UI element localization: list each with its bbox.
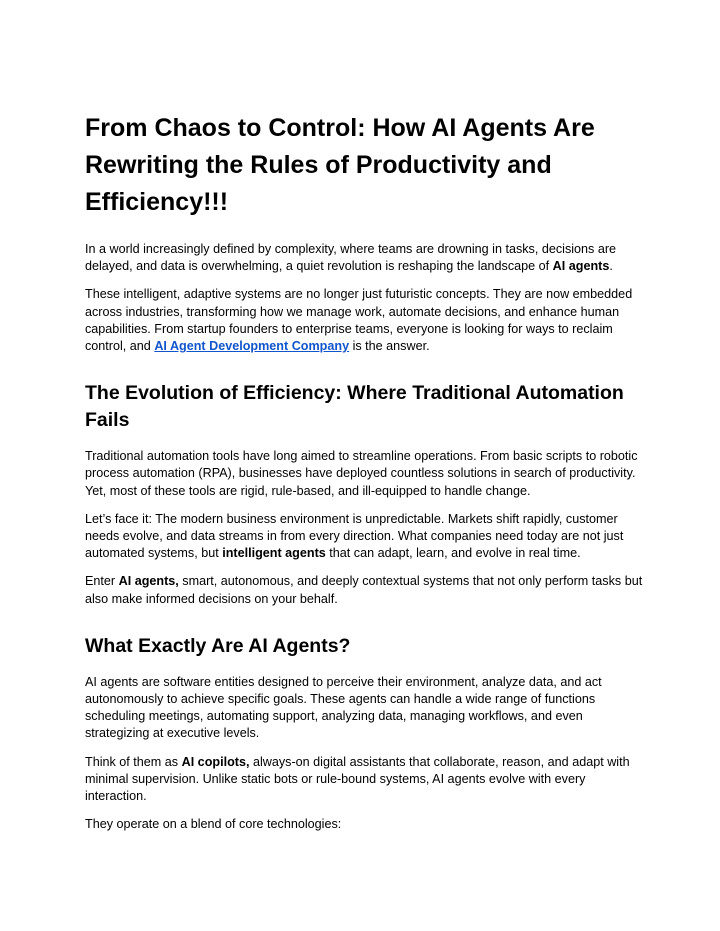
section1-p2-bold: intelligent agents	[222, 546, 326, 561]
intro-p1-end: .	[609, 259, 613, 274]
section1-p3-start: Enter	[85, 574, 119, 589]
section1-p2-end: that can adapt, learn, and evolve in real time.	[325, 546, 581, 561]
intro-p1-bold: AI agents	[552, 259, 610, 274]
intro-p2-end: is the answer.	[349, 339, 430, 354]
section-heading-what-are-ai-agents: What Exactly Are AI Agents?	[85, 634, 351, 657]
section-spacer	[85, 619, 645, 633]
ai-agent-development-company-link[interactable]: AI Agent Development Company	[154, 339, 350, 354]
section2-paragraph-1: AI agents are software entities designed to perceive their environment, analyze data, and act autonomously to achieve specific goals. These agents can handle a wide range of functions scheduling meetings, automating support, analyzing data, managing workflows, and even strategizing at executive levels.	[85, 674, 602, 741]
section2-p2-start: Think of them as	[85, 754, 182, 769]
page-title: From Chaos to Control: How AI Agents Are Rewriting the Rules of Productivity and Efficiency!!!	[85, 114, 595, 216]
section-spacer	[85, 366, 645, 380]
section1-paragraph-3	[85, 573, 645, 607]
document-page	[85, 110, 645, 844]
section2-paragraph-2	[85, 754, 645, 806]
intro-p2-text: These intelligent, adaptive systems are no longer just futuristic concepts. They are now embedded across industries, transforming how we manage work, automate decisions, and enhance human capabilities. From startup founders to enterprise teams, everyone is looking for ways to reclaim control, and	[85, 287, 633, 354]
section1-p3-end: smart, autonomous, and deeply contextual systems that not only perform tasks but also make informed decisions on your behalf.	[85, 574, 643, 606]
section1-p3-bold: AI agents,	[118, 574, 179, 589]
section1-paragraph-2	[85, 511, 645, 563]
section2-paragraph-3: They operate on a blend of core technologies:	[85, 817, 342, 832]
section-heading-evolution: The Evolution of Efficiency: Where Traditional Automation Fails	[85, 382, 624, 432]
intro-paragraph-2	[85, 286, 645, 355]
intro-paragraph-1	[85, 241, 645, 275]
section1-paragraph-1: Traditional automation tools have long aimed to streamline operations. From basic scripts to robotic process automation (RPA), businesses have deployed countless solutions in search of productivity. Yet, most of these tools are rigid, rule-based, and ill-equipped to handle change.	[85, 449, 638, 498]
section1-p2-text: Let’s face it: The modern business environment is unpredictable. Markets shift rapidly, customer needs evolve, and data streams in from every direction. What companies need today are not just automated systems, but	[85, 511, 624, 561]
intro-p1-text: In a world increasingly defined by complexity, where teams are drowning in tasks, decisions are delayed, and data is overwhelming, a quiet revolution is reshaping the landscape of	[85, 242, 617, 274]
section2-p2-end: always-on digital assistants that collaborate, reason, and adapt with minimal supervision. Unlike static bots or rule-bound systems, AI agents evolve with every interaction.	[85, 754, 630, 804]
section2-p2-bold: AI copilots,	[181, 754, 250, 769]
